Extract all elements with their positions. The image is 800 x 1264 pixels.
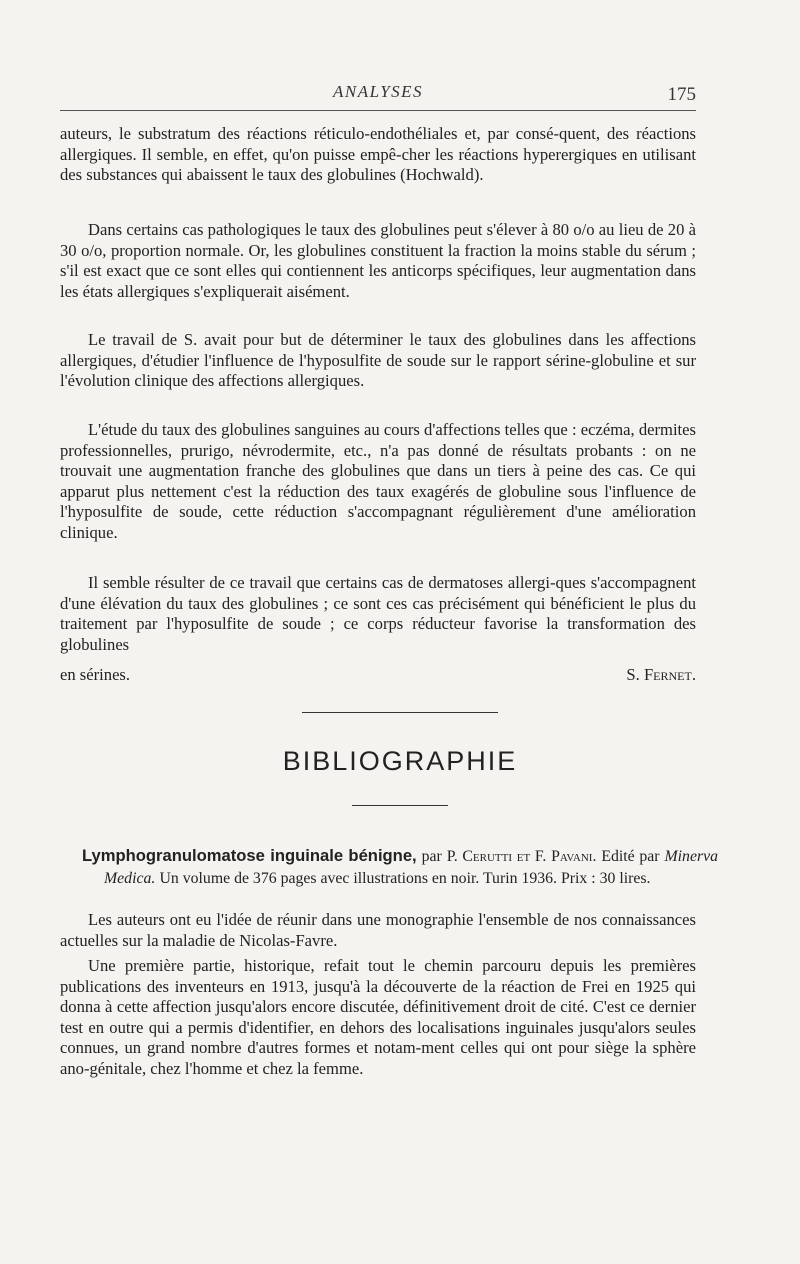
entry-title: Lymphogranulomatose inguinale bénigne, bbox=[82, 846, 417, 865]
review-paragraph-2: Une première partie, historique, refait tout le chemin parcouru depuis les premières publications des inventeurs en 1913, jusqu'à la découverte de la réaction de Frei en 1925 qui donna à cette affection jusqu'alors encore discutée, définitivement droit de cité. C'est ce dernier test en outre qui a permis d'identifier, en dehors des localisations inguinales jusqu'alors seules connues, un grand nombre d'autres formes et notam-ment celles qui ont pour siège la sphère ano-génitale, chez l'homme et chez la femme. bbox=[60, 956, 696, 1078]
analysis-paragraph-5: Il semble résulter de ce travail que certains cas de dermatoses allergi-ques s'accompagnent d'une élévation du taux des globulines ; ce sont ces cas précisément qui bénéficient le plus du traitement par l'hyposulfite de soude ; ce corps réducteur favorise la transformation des globulines bbox=[60, 573, 696, 654]
analysis-paragraph-3: Le travail de S. avait pour but de déterminer le taux des globulines dans les affections allergiques, d'étudier l'influence de l'hyposulfite de soude sur le rapport sérine-globuline et sur l'évolution clinique des affections allergiques. bbox=[60, 330, 696, 391]
running-head bbox=[60, 80, 696, 111]
section-divider bbox=[302, 712, 498, 713]
entry-edited-by: Edité par bbox=[601, 848, 660, 865]
heading-underline bbox=[352, 805, 448, 806]
analysis-paragraph-2: Dans certains cas pathologiques le taux des globulines peut s'élever à 80 o/o au lieu de 20 à 30 o/o, proportion normale. Or, les globulines constituent la fraction la moins stable du sérum ; s'il est exact que ce sont elles qui contiennent les anticorps spécifiques, leur augmentation dans les états allergiques s'expliquerait aisément. bbox=[60, 220, 696, 301]
entry-authors: P. Cerutti et F. Pavani. bbox=[446, 848, 597, 865]
bibliographie-heading: BIBLIOGRAPHIE bbox=[282, 746, 518, 776]
entry-publisher: Minerva Medica. bbox=[104, 848, 719, 887]
running-head-title: ANALYSES bbox=[332, 82, 424, 101]
page-number: 175 bbox=[667, 84, 696, 105]
last-line: en sérines. bbox=[60, 665, 131, 684]
analysis-paragraph-1: auteurs, le substratum des réactions réticulo-endothéliales et, par consé-quent, des réactions allergiques. Il semble, en effet, qu'on puisse empê-cher les réactions hyperergiques en utilisant des substances qui abaissent le taux des globulines (Hochwald). bbox=[60, 124, 696, 185]
review-paragraph-1: Les auteurs ont eu l'idée de réunir dans une monographie l'ensemble de nos connaissances actuelles sur la maladie de Nicolas-Favre. bbox=[60, 910, 696, 950]
signature-line bbox=[60, 665, 780, 686]
entry-details: Un volume de 376 pages avec illustrations en noir. Turin 1936. Prix : 30 lires. bbox=[159, 869, 651, 887]
entry-by: par bbox=[421, 848, 442, 865]
signature: S. Fernet. bbox=[626, 665, 696, 684]
bibliography-entry bbox=[82, 846, 718, 889]
analysis-paragraph-4: L'étude du taux des globulines sanguines au cours d'affections telles que : eczéma, dermites professionnelles, prurigo, névrodermite, etc., n'a pas donné de résultats probants : on ne trouvait une augmentation franche des globulines que dans un tiers à peine des cas. Ce qui apparut plus nettement c'est la réduction des taux exagérés de globuline sous l'influence de l'hyposulfite de soude, cette réduction s'accompagnant régulièrement d'une amélioration clinique. bbox=[60, 420, 696, 542]
